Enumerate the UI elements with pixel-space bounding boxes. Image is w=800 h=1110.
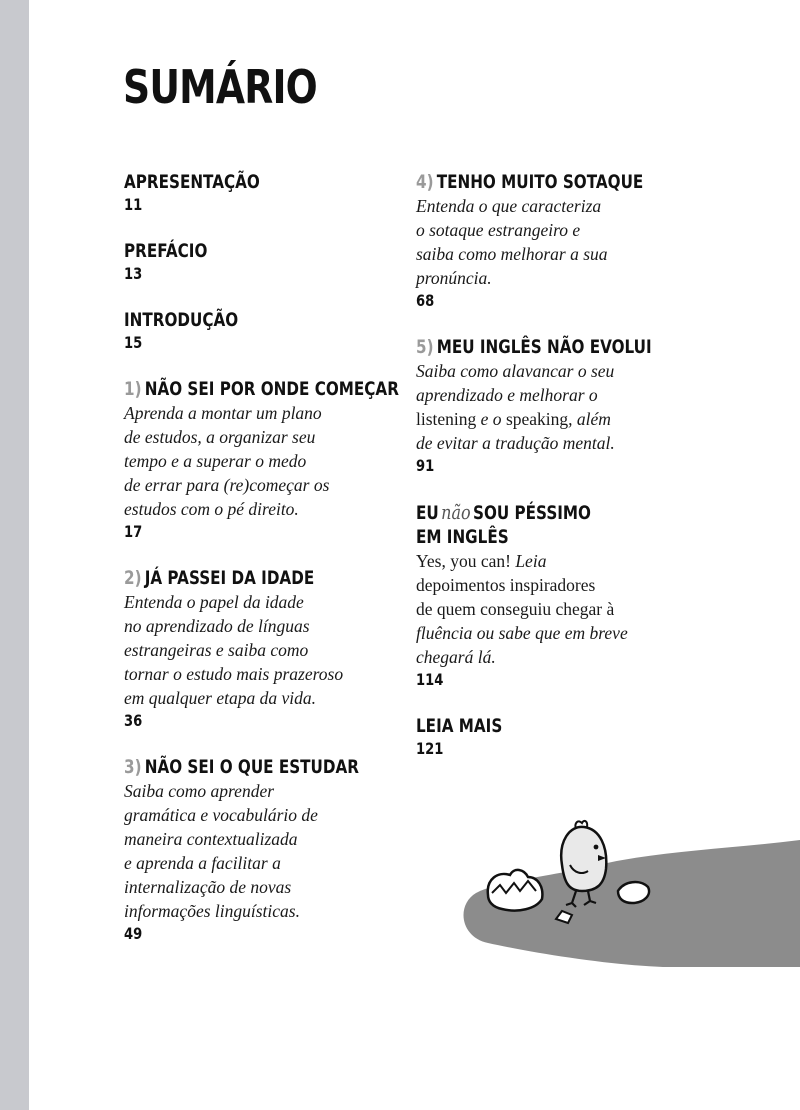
toc-page-number: 68 [416, 291, 435, 310]
chapter-number: 5) [416, 336, 434, 358]
toc-page-number: 13 [124, 264, 143, 283]
chapter-title: NÃO SEI O QUE ESTUDAR [144, 756, 359, 778]
desc-line: tempo e a superar o medo [124, 451, 307, 471]
chapter-title: NÃO SEI POR ONDE COMEÇAR [144, 378, 399, 400]
toc-right-column [416, 170, 716, 783]
toc-heading: APRESENTAÇÃO [124, 171, 260, 193]
desc-text: , além [568, 409, 611, 429]
toc-heading [124, 377, 399, 401]
desc-line: Entenda o que caracteriza [416, 196, 602, 216]
desc-line: chegará lá. [416, 647, 496, 667]
toc-entry-apresentacao[interactable] [124, 170, 424, 216]
desc-line: de errar para (re)começar os [124, 475, 330, 495]
chapter-description [124, 779, 424, 923]
toc-entry-chapter-1[interactable] [124, 377, 424, 543]
desc-text: Leia [510, 551, 547, 571]
chapter-description [416, 194, 716, 290]
desc-line: Saiba como aprender [124, 781, 275, 801]
desc-line: de estudos, a organizar seu [124, 427, 316, 447]
heading-part: SOU PÉSSIMO [473, 502, 591, 524]
desc-text: e o [476, 409, 506, 429]
toc-page-number: 49 [124, 924, 143, 943]
toc-entry-chapter-5[interactable] [416, 335, 716, 477]
toc-heading: LEIA MAIS [416, 715, 503, 737]
desc-line: depoimentos inspiradores [416, 575, 596, 595]
toc-page-number: 91 [416, 456, 435, 475]
toc-page-number: 15 [124, 333, 143, 352]
desc-line: pronúncia. [416, 268, 492, 288]
desc-term: Yes, you can! [416, 551, 511, 571]
chick-hatching-illustration [458, 815, 800, 975]
desc-line: saiba como melhorar a sua [416, 244, 608, 264]
toc-heading-line2: EM INGLÊS [416, 526, 509, 548]
chapter-description [416, 359, 716, 455]
desc-line: Aprenda a montar um plano [124, 403, 322, 423]
desc-line: Entenda o papel da idade [124, 592, 304, 612]
desc-line: no aprendizado de línguas [124, 616, 310, 636]
desc-line: aprendizado e melhorar o [416, 385, 598, 405]
desc-line: Saiba como alavancar o seu [416, 361, 615, 381]
chapter-description [124, 590, 424, 710]
desc-term: speaking [505, 409, 569, 429]
desc-term: listening [416, 409, 477, 429]
toc-entry-prefacio[interactable] [124, 239, 424, 285]
chapter-number: 3) [124, 756, 142, 778]
desc-line: maneira contextualizada [124, 829, 298, 849]
toc-heading [416, 500, 656, 525]
chapter-title: JÁ PASSEI DA IDADE [144, 567, 315, 589]
chapter-description [124, 401, 424, 521]
toc-entry-eu-nao-sou-pessimo[interactable] [416, 500, 716, 691]
desc-line: em qualquer etapa da vida. [124, 688, 316, 708]
chapter-number: 2) [124, 567, 142, 589]
chapter-title: MEU INGLÊS NÃO EVOLUI [436, 336, 652, 358]
chapter-number: 1) [124, 378, 142, 400]
desc-line: gramática e vocabulário de [124, 805, 318, 825]
desc-line: de evitar a tradução mental. [416, 433, 615, 453]
toc-page-number: 114 [416, 670, 444, 689]
desc-line: estrangeiras e saiba como [124, 640, 309, 660]
toc-heading [124, 755, 364, 779]
desc-line: de quem conseguiu chegar à [416, 599, 615, 619]
desc-line: e aprenda a facilitar a [124, 853, 281, 873]
desc-line: fluência ou sabe que em breve [416, 623, 628, 643]
heading-script-word: não [441, 500, 471, 524]
toc-page-number: 17 [124, 522, 143, 541]
eggshell-right [618, 882, 649, 903]
desc-line: tornar o estudo mais prazeroso [124, 664, 344, 684]
toc-page-number: 11 [124, 195, 143, 214]
desc-line: o sotaque estrangeiro e [416, 220, 581, 240]
chapter-number: 4) [416, 171, 434, 193]
toc-heading: INTRODUÇÃO [124, 309, 239, 331]
chick-eye [594, 845, 599, 850]
toc-entry-chapter-3[interactable] [124, 755, 424, 945]
chapter-description [416, 549, 716, 669]
toc-left-column [124, 170, 424, 968]
toc-heading [416, 335, 656, 359]
toc-entry-chapter-4[interactable] [416, 170, 716, 312]
chapter-title: TENHO MUITO SOTAQUE [436, 171, 644, 193]
toc-page-number: 121 [416, 739, 444, 758]
toc-heading: PREFÁCIO [124, 240, 208, 262]
desc-line: internalização de novas [124, 877, 292, 897]
desc-line: informações linguísticas. [124, 901, 300, 921]
toc-heading [416, 170, 656, 194]
page-title: SUMÁRIO [123, 60, 317, 114]
toc-entry-chapter-2[interactable] [124, 566, 424, 732]
desc-line: estudos com o pé direito. [124, 499, 299, 519]
toc-entry-introducao[interactable] [124, 308, 424, 354]
toc-heading [124, 566, 364, 590]
heading-part: EU [416, 502, 439, 524]
toc-entry-leia-mais[interactable] [416, 714, 716, 760]
toc-page-number: 36 [124, 711, 143, 730]
page-edge-bar [0, 0, 29, 1110]
